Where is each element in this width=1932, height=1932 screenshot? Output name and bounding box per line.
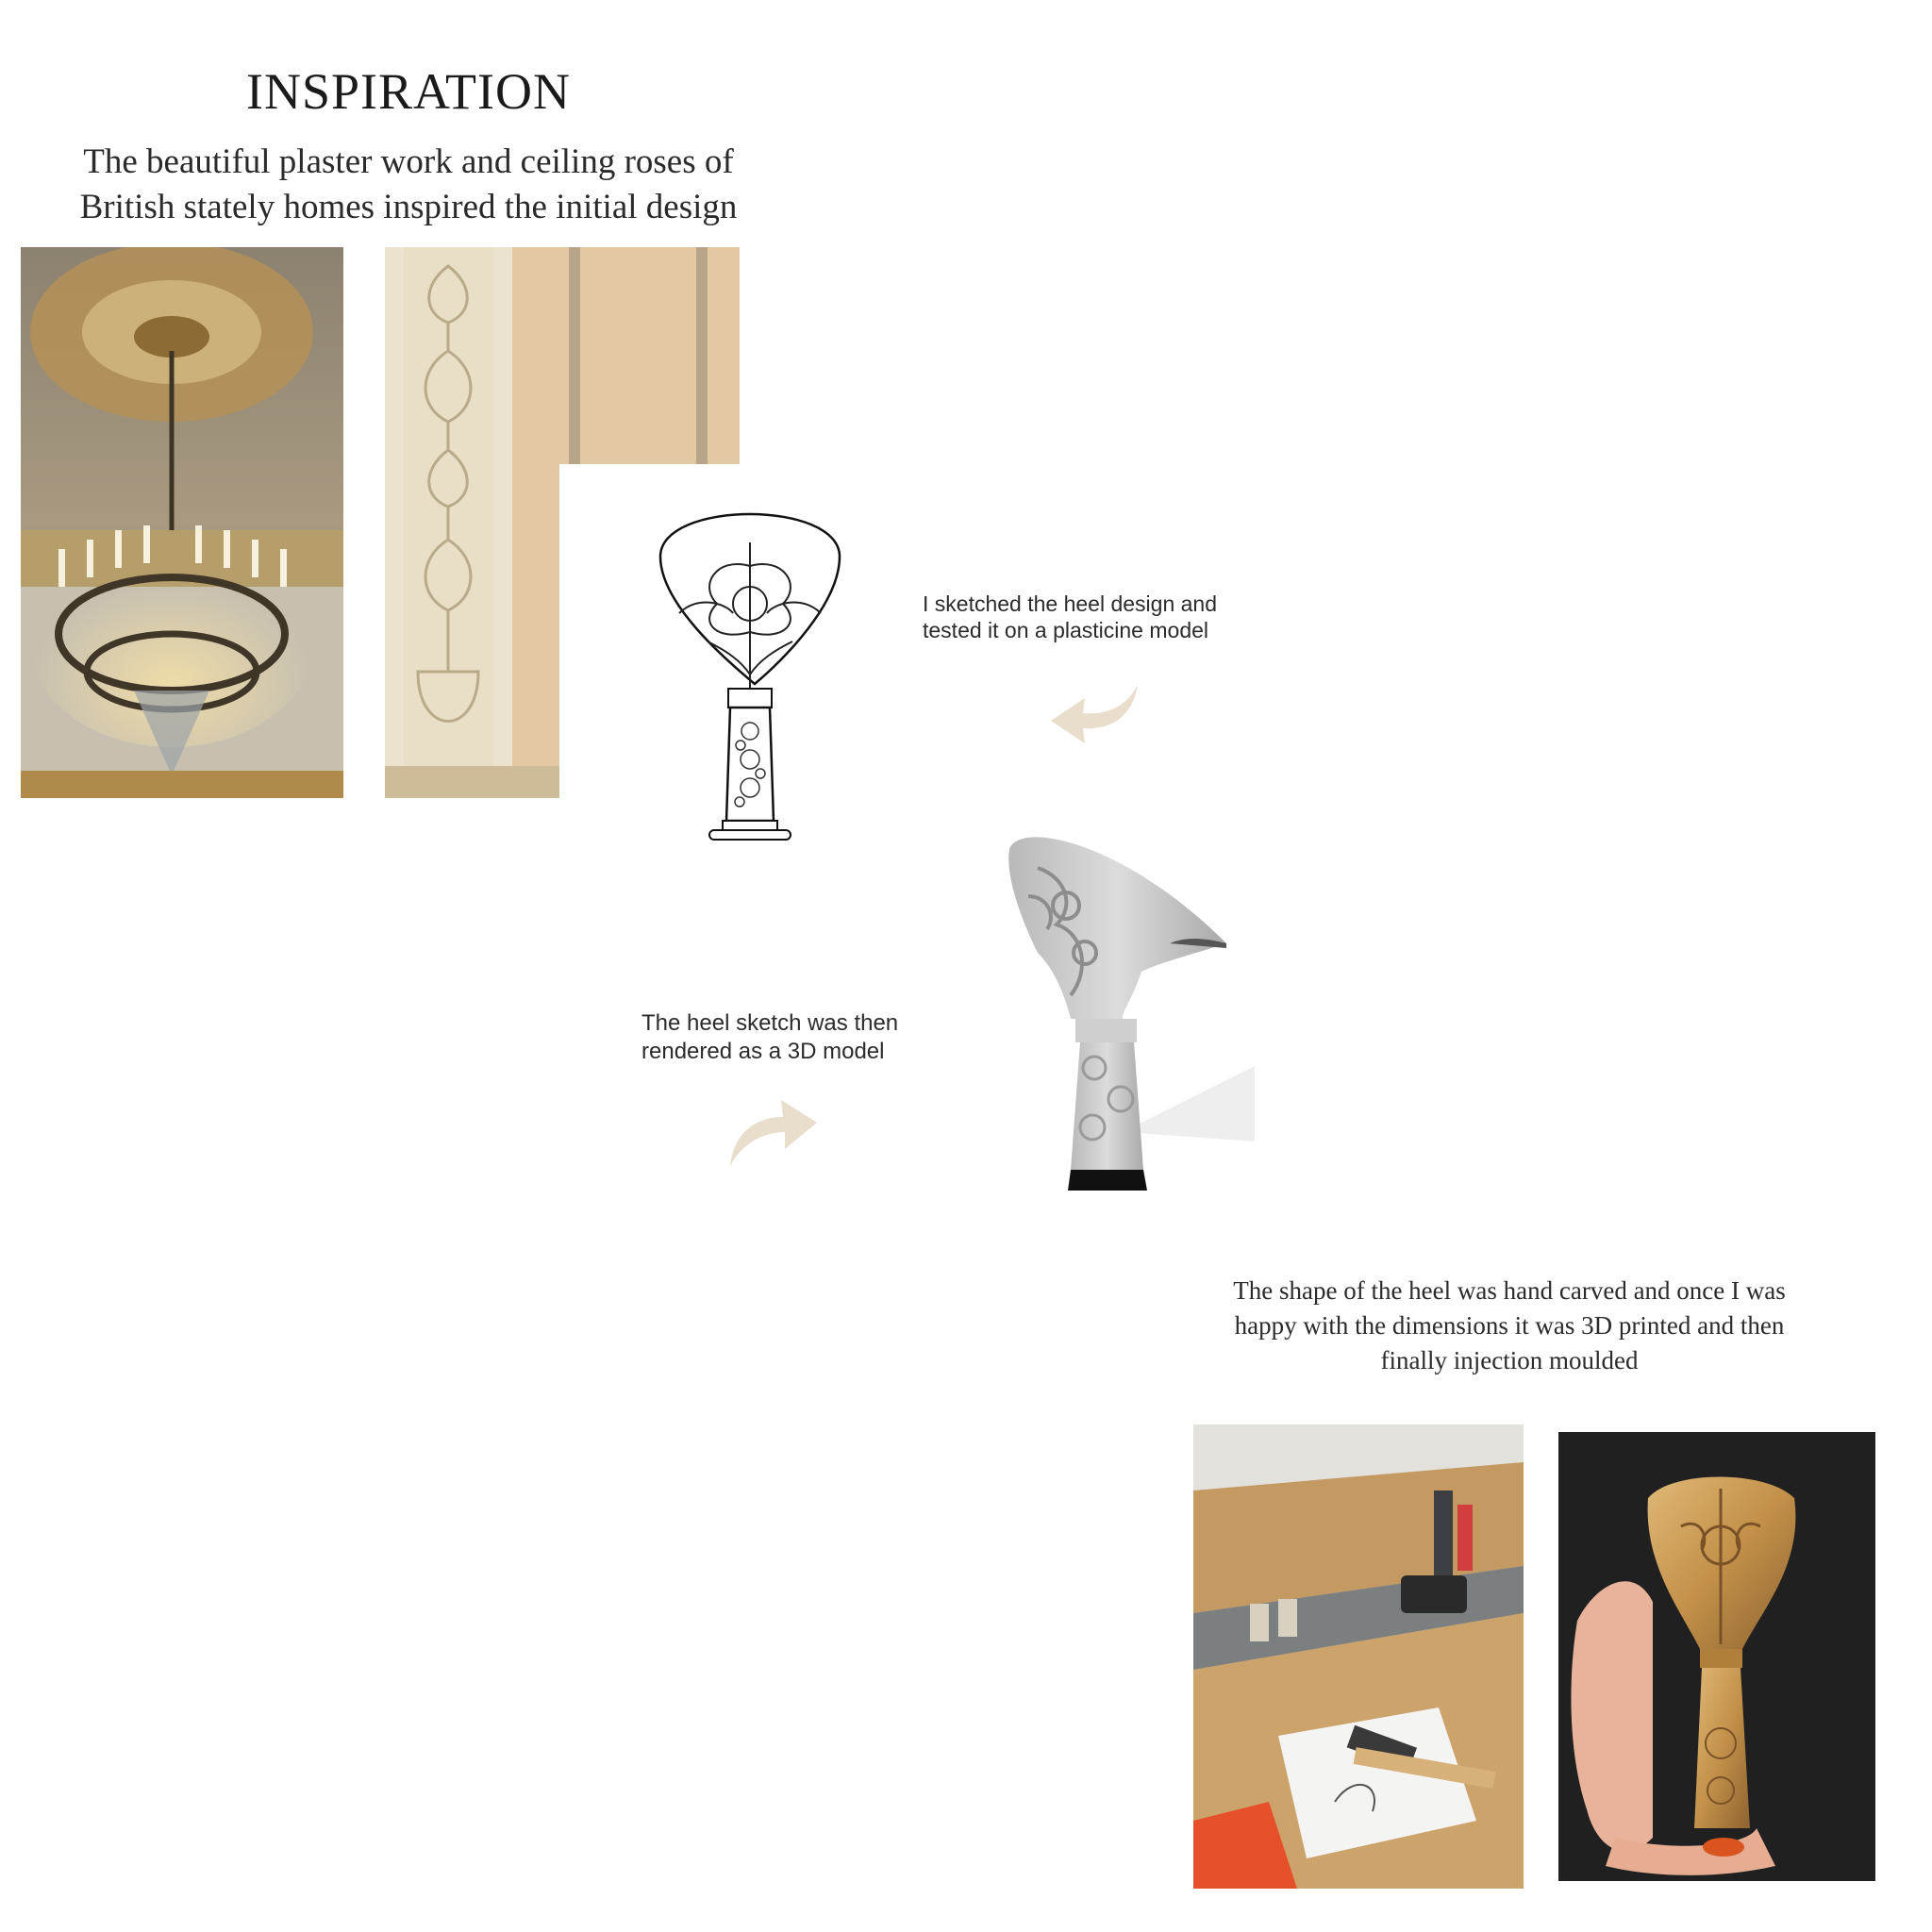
sketch-caption: I sketched the heel design and tested it on a plasticine model bbox=[923, 591, 1218, 642]
heel-3d-render bbox=[981, 821, 1255, 1198]
page-subtitle: The beautiful plaster work and ceiling roses of British stately homes inspired the initial design bbox=[79, 142, 738, 226]
curved-arrow-left-icon bbox=[1047, 681, 1141, 757]
render-caption: The heel sketch was then rendered as a 3D model bbox=[641, 1010, 899, 1064]
workshop-photo bbox=[1193, 1424, 1524, 1889]
page-title: INSPIRATION bbox=[245, 63, 572, 120]
curved-arrow-right-icon bbox=[726, 1094, 821, 1170]
chandelier-photo bbox=[21, 247, 343, 798]
gold-heel-photo bbox=[1558, 1432, 1875, 1881]
carve-caption: The shape of the heel was hand carved and once I was happy with the dimensions it was 3D printed and then finally injection moulded bbox=[1233, 1276, 1786, 1374]
heel-sketch bbox=[641, 500, 858, 849]
